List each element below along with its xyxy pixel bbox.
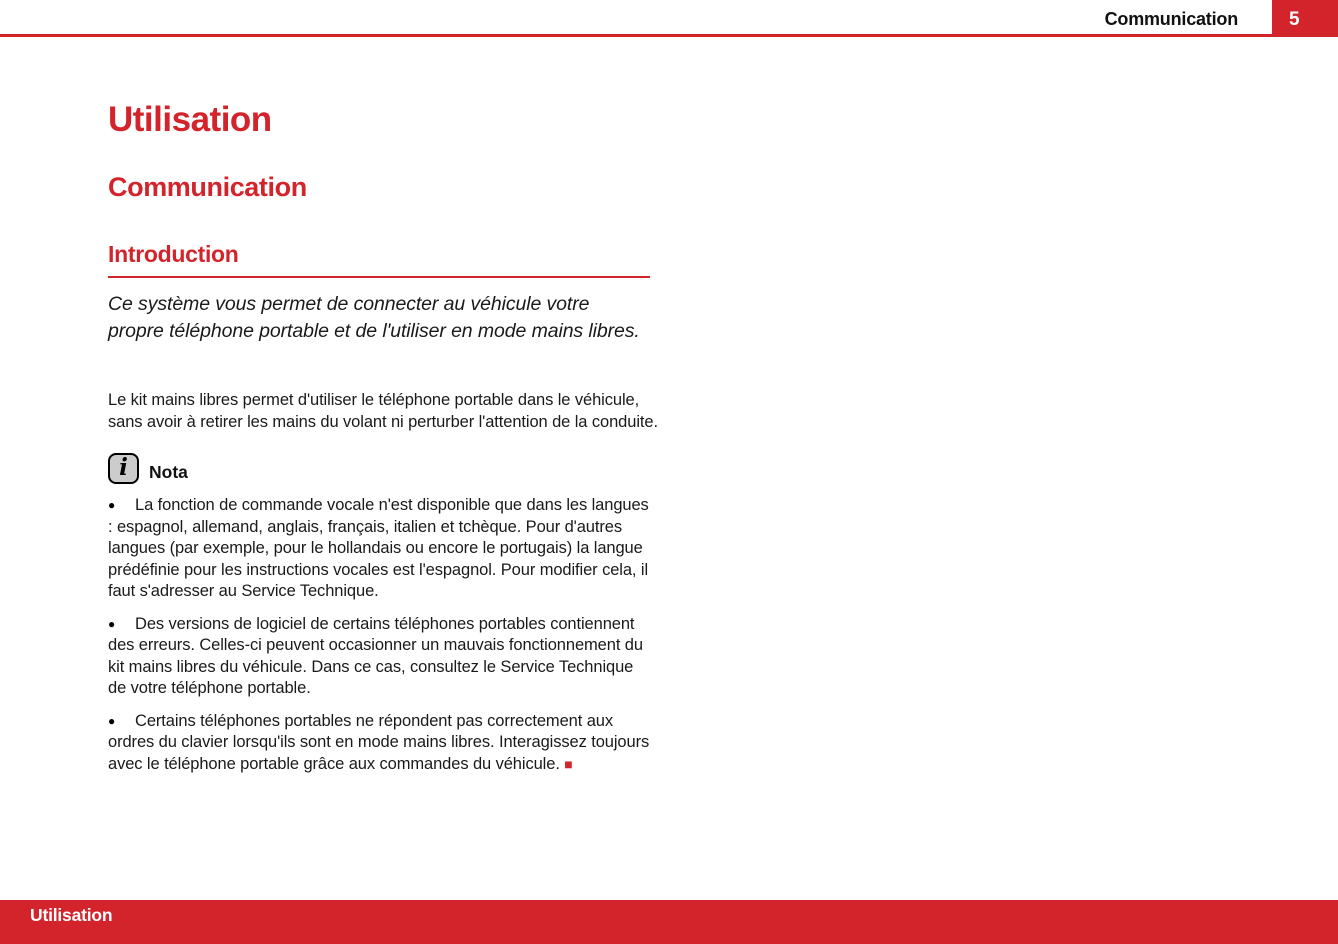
bullet-icon: ● (108, 498, 116, 512)
note-label: Nota (149, 462, 188, 482)
info-icon-glyph: i (119, 454, 128, 481)
section-heading: Introduction (108, 240, 650, 278)
note-item (108, 711, 653, 776)
page-number-box (1272, 0, 1338, 37)
bullet-icon: ● (108, 713, 116, 728)
note-item-text: La fonction de commande vocale n'est disponible que dans les langues : espagnol, allemand, anglais, français, italien et tchèque. Pour d'autres langues (par exemple, pour le hollandais ou encore le portugais) la langue prédéfinie pour les instructions vocales est l'espagnol. Pour modifier cela, il faut s'adresser au Service Technique. (108, 496, 649, 600)
note-item (108, 495, 653, 603)
header-rule (0, 34, 1338, 37)
note-block (108, 451, 653, 775)
page-title: Utilisation (108, 100, 272, 139)
info-icon (108, 453, 139, 484)
chapter-title: Communication (108, 172, 307, 202)
footer-bar (0, 900, 1338, 944)
note-item (108, 614, 653, 700)
page-number: 5 (1289, 9, 1300, 30)
note-header (108, 451, 653, 484)
lead-paragraph: Ce système vous permet de connecter au véhicule votre propre téléphone portable et de l'utiliser en mode mains libres. (108, 293, 640, 342)
intro-paragraph: Le kit mains libres permet d'utiliser le téléphone portable dans le véhicule, sans avoir à retirer les mains du volant ni perturber l'attention de la conduite. (108, 391, 658, 431)
note-item-text: Des versions de logiciel de certains téléphones portables contiennent des erreurs. Celles-ci peuvent occasionner un mauvais fonctionnement du kit mains libres du véhicule. Dans ce cas, consultez le Service Technique de votre téléphone portable. (108, 614, 643, 697)
note-item-text: Certains téléphones portables ne répondent pas correctement aux ordres du clavier lorsqu'ils sont en mode mains libres. Interagissez toujours avec le téléphone portable grâce aux commandes du véhicule. (108, 711, 650, 773)
header-section-label: Communication (1104, 9, 1238, 29)
end-of-section-marker: ■ (564, 755, 573, 772)
footer-section-label: Utilisation (30, 905, 113, 925)
bullet-icon: ● (108, 616, 116, 631)
